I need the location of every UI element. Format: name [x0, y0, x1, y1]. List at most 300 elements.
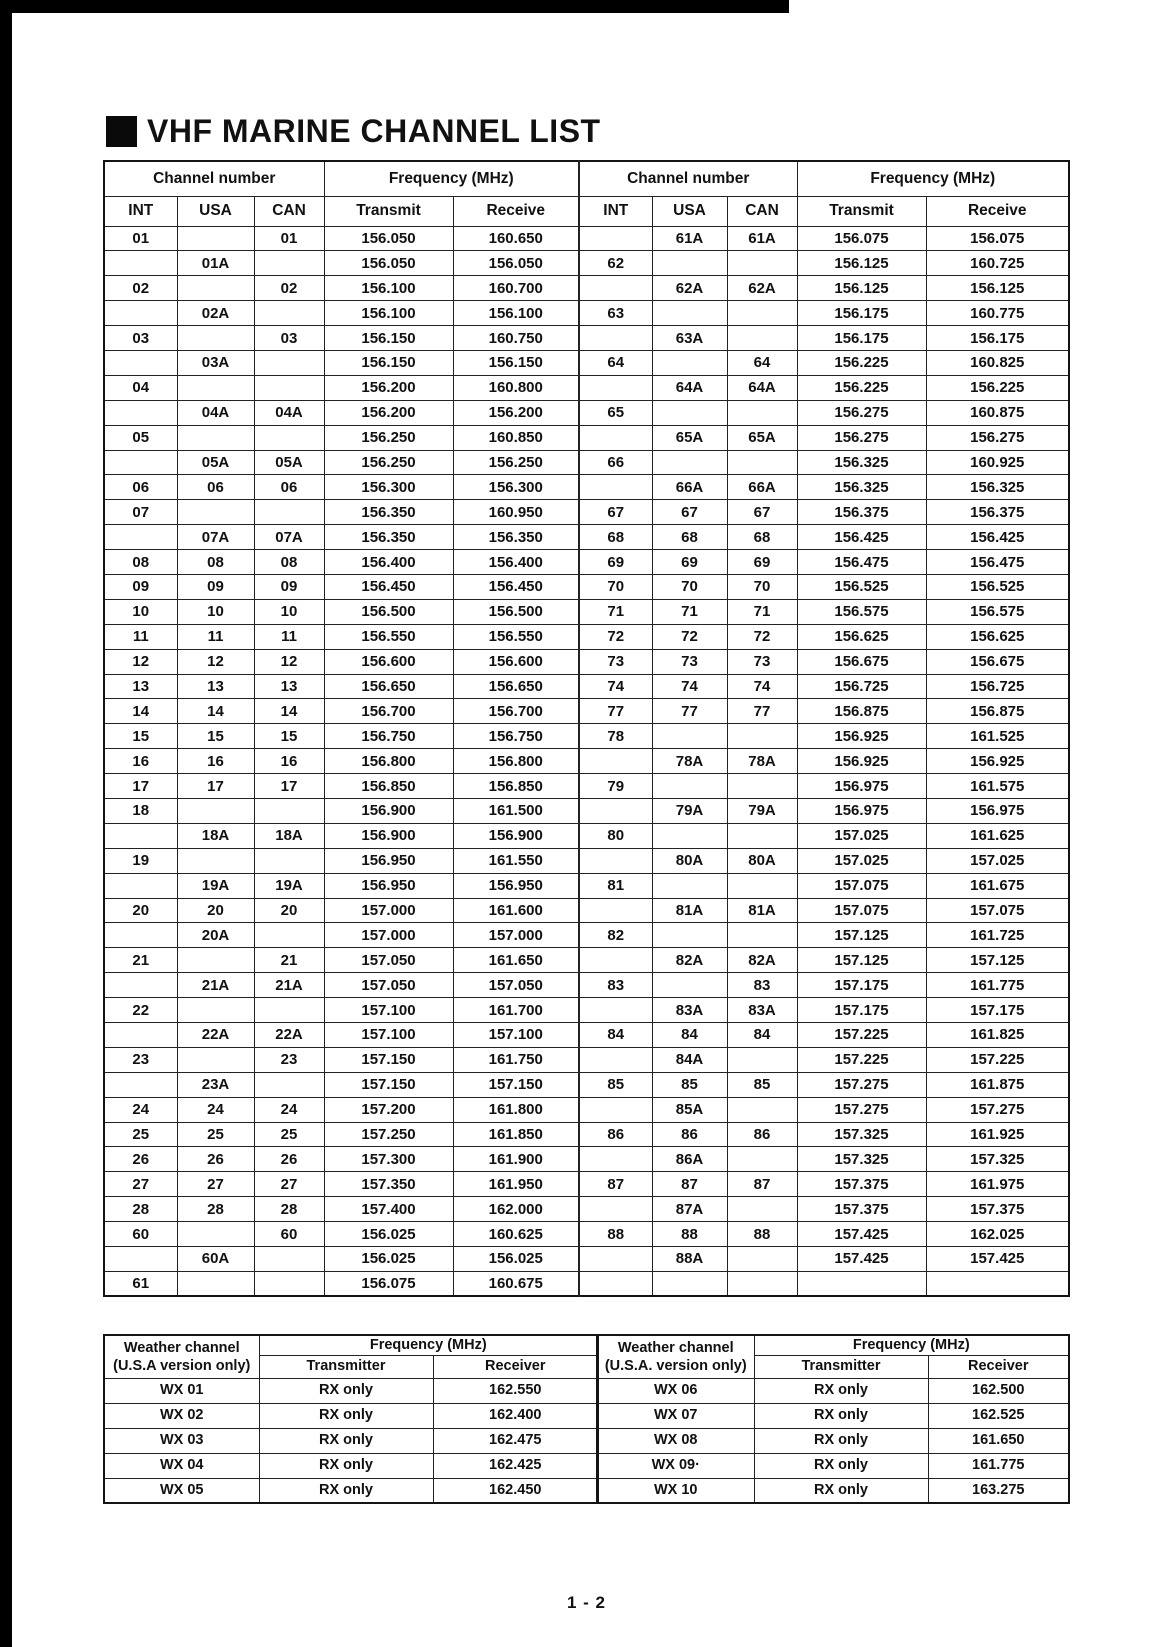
table-cell: 21 — [254, 948, 324, 973]
table-cell: 11 — [104, 624, 177, 649]
table-cell: 65A — [652, 425, 727, 450]
table-cell: 85A — [652, 1097, 727, 1122]
table-cell: 160.825 — [926, 350, 1069, 375]
table-cell: 157.125 — [926, 948, 1069, 973]
table-cell: 156.650 — [453, 674, 579, 699]
table-cell: 156.125 — [926, 276, 1069, 301]
table-cell: WX 10 — [597, 1478, 754, 1503]
table-cell: 88 — [579, 1222, 652, 1247]
table-cell: 160.875 — [926, 400, 1069, 425]
table-cell: 156.575 — [797, 599, 926, 624]
table-cell: 161.650 — [453, 948, 579, 973]
table-cell: 87 — [579, 1172, 652, 1197]
table-cell: 157.150 — [324, 1047, 453, 1072]
table-cell: 156.275 — [797, 425, 926, 450]
table-cell — [177, 425, 254, 450]
table-cell — [579, 1197, 652, 1222]
table-cell: 161.925 — [926, 1122, 1069, 1147]
table-cell: 156.875 — [926, 699, 1069, 724]
table-cell — [797, 1271, 926, 1296]
table-row — [104, 1222, 1069, 1247]
table-cell: 156.525 — [926, 574, 1069, 599]
table-row — [597, 1378, 1069, 1403]
table-cell: 71 — [727, 599, 797, 624]
table-cell: 156.725 — [797, 674, 926, 699]
table-cell: 68 — [727, 525, 797, 550]
table-cell — [579, 798, 652, 823]
table-cell: 60A — [177, 1247, 254, 1272]
table-cell: 156.625 — [797, 624, 926, 649]
table-cell: 78A — [727, 749, 797, 774]
weather-transmitter-header-left: Transmitter — [259, 1355, 433, 1378]
table-cell — [727, 724, 797, 749]
table-cell: 162.450 — [433, 1478, 598, 1503]
table-cell: 72 — [579, 624, 652, 649]
table-cell: RX only — [259, 1403, 433, 1428]
table-cell: 157.375 — [797, 1197, 926, 1222]
table-cell — [254, 425, 324, 450]
table-cell: 25 — [254, 1122, 324, 1147]
table-cell: 156.300 — [324, 475, 453, 500]
table-row — [104, 973, 1069, 998]
table-row — [104, 749, 1069, 774]
table-cell: WX 09· — [597, 1453, 754, 1478]
table-cell: WX 01 — [104, 1378, 259, 1403]
weather-channel-header-left — [104, 1335, 259, 1378]
table-cell — [652, 301, 727, 326]
table-cell: 25 — [104, 1122, 177, 1147]
table-cell — [177, 948, 254, 973]
table-cell — [652, 823, 727, 848]
table-row — [104, 1023, 1069, 1048]
table-cell: 161.900 — [453, 1147, 579, 1172]
table-cell: 156.800 — [453, 749, 579, 774]
table-row — [104, 1247, 1069, 1272]
table-cell: 07A — [177, 525, 254, 550]
table-cell: 162.475 — [433, 1428, 598, 1453]
table-cell: 82A — [652, 948, 727, 973]
table-cell — [579, 276, 652, 301]
col-header-int-left: INT — [104, 196, 177, 226]
table-cell: 161.500 — [453, 798, 579, 823]
col-header-receive-left: Receive — [453, 196, 579, 226]
table-cell: 157.200 — [324, 1097, 453, 1122]
table-cell: 13 — [104, 674, 177, 699]
group-header-frequency-right: Frequency (MHz) — [797, 161, 1069, 196]
table-cell: 161.625 — [926, 823, 1069, 848]
table-cell: 73 — [652, 649, 727, 674]
table-cell: 156.925 — [926, 749, 1069, 774]
table-cell: 04A — [177, 400, 254, 425]
table-cell: 157.225 — [797, 1023, 926, 1048]
table-cell: 21A — [254, 973, 324, 998]
table-cell: 161.750 — [453, 1047, 579, 1072]
table-cell: 72 — [727, 624, 797, 649]
table-cell: 156.725 — [926, 674, 1069, 699]
table-cell: 03 — [104, 326, 177, 351]
table-row — [104, 1478, 598, 1503]
table-cell: 18 — [104, 798, 177, 823]
table-cell: 23 — [254, 1047, 324, 1072]
table-cell: WX 05 — [104, 1478, 259, 1503]
table-cell — [177, 798, 254, 823]
table-cell: 156.250 — [324, 450, 453, 475]
table-cell — [254, 301, 324, 326]
table-cell: 161.600 — [453, 898, 579, 923]
table-cell: 156.850 — [324, 774, 453, 799]
table-cell: RX only — [259, 1478, 433, 1503]
table-cell: 156.575 — [926, 599, 1069, 624]
table-cell: 15 — [104, 724, 177, 749]
table-cell: 88A — [652, 1247, 727, 1272]
table-cell: RX only — [754, 1378, 928, 1403]
table-cell — [104, 301, 177, 326]
table-cell: 160.625 — [453, 1222, 579, 1247]
table-cell: 67 — [579, 500, 652, 525]
table-cell: 156.200 — [324, 400, 453, 425]
table-row — [104, 1072, 1069, 1097]
table-cell: 156.100 — [324, 301, 453, 326]
table-cell: 161.850 — [453, 1122, 579, 1147]
table-cell — [254, 1247, 324, 1272]
table-cell: 79A — [727, 798, 797, 823]
table-cell: 01 — [104, 226, 177, 251]
table-cell: 24 — [177, 1097, 254, 1122]
table-cell — [727, 1097, 797, 1122]
table-cell: 156.125 — [797, 251, 926, 276]
column-header-row — [104, 196, 1069, 226]
table-cell — [727, 1247, 797, 1272]
table-cell: 08 — [177, 550, 254, 575]
table-cell: 71 — [652, 599, 727, 624]
table-cell: 11 — [254, 624, 324, 649]
table-cell — [652, 923, 727, 948]
table-cell: 02 — [254, 276, 324, 301]
table-cell: 09 — [254, 574, 324, 599]
page-number: 1 - 2 — [566, 1593, 607, 1612]
table-cell — [579, 848, 652, 873]
table-cell: WX 08 — [597, 1428, 754, 1453]
table-cell — [652, 350, 727, 375]
table-cell: 08 — [254, 550, 324, 575]
table-cell: 11 — [177, 624, 254, 649]
table-cell: 162.400 — [433, 1403, 598, 1428]
table-cell — [177, 500, 254, 525]
table-cell: 157.425 — [926, 1247, 1069, 1272]
table-cell: 84 — [579, 1023, 652, 1048]
table-cell: RX only — [259, 1378, 433, 1403]
table-cell: 19 — [104, 848, 177, 873]
col-header-can-right: CAN — [727, 196, 797, 226]
table-cell: 157.275 — [797, 1097, 926, 1122]
table-cell: 16 — [104, 749, 177, 774]
col-header-usa-right: USA — [652, 196, 727, 226]
table-cell: 16 — [254, 749, 324, 774]
table-cell — [254, 998, 324, 1023]
table-cell: 23A — [177, 1072, 254, 1097]
table-row — [104, 724, 1069, 749]
table-cell: 09 — [177, 574, 254, 599]
table-cell — [727, 774, 797, 799]
table-cell: 156.175 — [797, 326, 926, 351]
table-cell: 156.125 — [797, 276, 926, 301]
table-cell: 156.650 — [324, 674, 453, 699]
table-cell: 156.350 — [453, 525, 579, 550]
table-cell: 156.325 — [926, 475, 1069, 500]
table-cell: 64 — [727, 350, 797, 375]
table-cell: 156.800 — [324, 749, 453, 774]
table-cell — [727, 1197, 797, 1222]
table-cell: 157.000 — [324, 923, 453, 948]
col-header-receive-right: Receive — [926, 196, 1069, 226]
table-cell: 156.600 — [453, 649, 579, 674]
table-cell: 157.300 — [324, 1147, 453, 1172]
table-cell: 21 — [104, 948, 177, 973]
table-cell: 157.325 — [797, 1122, 926, 1147]
table-cell: 156.250 — [453, 450, 579, 475]
table-cell — [254, 500, 324, 525]
weather-table-body-left — [104, 1378, 598, 1503]
page-title — [106, 113, 601, 150]
table-cell: 12 — [177, 649, 254, 674]
weather-channel-header-line1: Weather channel — [123, 1339, 240, 1356]
table-cell: 64A — [652, 375, 727, 400]
table-cell: 63A — [652, 326, 727, 351]
table-cell — [177, 1222, 254, 1247]
table-row — [104, 1271, 1069, 1296]
table-cell — [652, 1271, 727, 1296]
table-cell: 161.725 — [926, 923, 1069, 948]
table-cell: 60 — [254, 1222, 324, 1247]
table-cell: 156.500 — [324, 599, 453, 624]
table-cell: 156.975 — [797, 798, 926, 823]
table-cell — [254, 798, 324, 823]
table-cell: 156.075 — [797, 226, 926, 251]
weather-channel-header-line1: Weather channel — [617, 1339, 734, 1356]
table-cell: 65A — [727, 425, 797, 450]
table-cell: 156.450 — [453, 574, 579, 599]
table-cell — [579, 226, 652, 251]
table-cell: 156.025 — [453, 1247, 579, 1272]
table-cell: 157.275 — [797, 1072, 926, 1097]
table-cell: 19A — [254, 873, 324, 898]
table-cell — [579, 1271, 652, 1296]
table-cell: 12 — [254, 649, 324, 674]
table-cell: 07 — [104, 500, 177, 525]
table-cell: 03A — [177, 350, 254, 375]
table-cell — [727, 1047, 797, 1072]
table-cell: 161.775 — [928, 1453, 1069, 1478]
table-cell: 163.275 — [928, 1478, 1069, 1503]
table-cell — [579, 749, 652, 774]
table-cell: 156.475 — [926, 550, 1069, 575]
table-cell — [579, 1147, 652, 1172]
table-cell — [254, 251, 324, 276]
table-cell: 157.100 — [324, 1023, 453, 1048]
table-cell: 156.875 — [797, 699, 926, 724]
table-row — [104, 1097, 1069, 1122]
table-cell — [254, 375, 324, 400]
table-cell: 86 — [727, 1122, 797, 1147]
table-cell — [177, 375, 254, 400]
weather-header-row-1 — [597, 1335, 1069, 1355]
col-header-transmit-left: Transmit — [324, 196, 453, 226]
table-cell: 156.275 — [926, 425, 1069, 450]
table-cell: 156.100 — [324, 276, 453, 301]
table-cell: 13 — [177, 674, 254, 699]
table-cell: RX only — [754, 1403, 928, 1428]
table-cell: 157.025 — [926, 848, 1069, 873]
table-row — [104, 1453, 598, 1478]
table-cell — [104, 251, 177, 276]
table-row — [104, 1172, 1069, 1197]
table-cell: 86 — [652, 1122, 727, 1147]
table-cell: 161.825 — [926, 1023, 1069, 1048]
table-row — [104, 500, 1069, 525]
table-cell: 161.650 — [928, 1428, 1069, 1453]
table-cell: 73 — [727, 649, 797, 674]
table-cell: 61A — [727, 226, 797, 251]
table-cell: 156.700 — [324, 699, 453, 724]
table-cell: 157.075 — [797, 898, 926, 923]
table-row — [597, 1478, 1069, 1503]
table-cell: 82A — [727, 948, 797, 973]
table-cell — [652, 774, 727, 799]
table-cell: 18A — [177, 823, 254, 848]
col-header-int-right: INT — [579, 196, 652, 226]
table-cell: 02A — [177, 301, 254, 326]
table-cell: 70 — [652, 574, 727, 599]
table-cell: 162.525 — [928, 1403, 1069, 1428]
table-cell: 156.150 — [324, 326, 453, 351]
table-cell: 14 — [104, 699, 177, 724]
table-cell: 16 — [177, 749, 254, 774]
table-cell: 80 — [579, 823, 652, 848]
table-cell — [652, 251, 727, 276]
table-cell: 23 — [104, 1047, 177, 1072]
table-cell — [579, 1047, 652, 1072]
table-cell: WX 03 — [104, 1428, 259, 1453]
table-row — [597, 1403, 1069, 1428]
table-cell: 156.175 — [797, 301, 926, 326]
table-cell: 28 — [177, 1197, 254, 1222]
table-cell: 156.325 — [797, 475, 926, 500]
table-cell: 162.425 — [433, 1453, 598, 1478]
table-cell: 83 — [579, 973, 652, 998]
table-cell — [104, 823, 177, 848]
table-row — [104, 1197, 1069, 1222]
table-cell: 161.575 — [926, 774, 1069, 799]
table-cell: 17 — [254, 774, 324, 799]
table-cell — [177, 276, 254, 301]
table-row — [104, 525, 1069, 550]
table-cell: 156.075 — [324, 1271, 453, 1296]
table-cell: 157.075 — [797, 873, 926, 898]
table-cell: 156.950 — [453, 873, 579, 898]
table-cell — [177, 326, 254, 351]
table-cell: 156.050 — [453, 251, 579, 276]
table-cell: 160.750 — [453, 326, 579, 351]
table-cell: 05 — [104, 425, 177, 450]
table-cell: 69 — [652, 550, 727, 575]
table-cell: 12 — [104, 649, 177, 674]
table-cell: RX only — [754, 1453, 928, 1478]
table-cell: 156.600 — [324, 649, 453, 674]
table-cell: 15 — [254, 724, 324, 749]
table-cell: 69 — [579, 550, 652, 575]
table-row — [104, 475, 1069, 500]
table-cell: 88 — [652, 1222, 727, 1247]
table-cell: 70 — [579, 574, 652, 599]
table-row — [104, 326, 1069, 351]
table-cell: 61 — [104, 1271, 177, 1296]
table-cell: 67 — [652, 500, 727, 525]
table-cell: 22A — [254, 1023, 324, 1048]
table-cell — [727, 1147, 797, 1172]
table-cell: WX 04 — [104, 1453, 259, 1478]
table-cell: 157.150 — [324, 1072, 453, 1097]
table-cell — [254, 1072, 324, 1097]
table-cell: 156.975 — [797, 774, 926, 799]
weather-channel-header-line2: (U.S.A version only) — [113, 1357, 251, 1374]
table-cell: 161.800 — [453, 1097, 579, 1122]
table-cell: 157.375 — [797, 1172, 926, 1197]
table-cell: 03 — [254, 326, 324, 351]
table-row — [104, 400, 1069, 425]
table-row — [104, 774, 1069, 799]
table-cell: 85 — [579, 1072, 652, 1097]
table-cell: 156.225 — [797, 375, 926, 400]
table-cell — [104, 1072, 177, 1097]
table-cell: RX only — [754, 1478, 928, 1503]
table-cell — [177, 226, 254, 251]
table-row — [104, 1122, 1069, 1147]
table-cell — [104, 450, 177, 475]
table-cell: 156.500 — [453, 599, 579, 624]
table-cell: 156.175 — [926, 326, 1069, 351]
table-cell: 156.675 — [926, 649, 1069, 674]
table-cell: 157.150 — [453, 1072, 579, 1097]
table-cell: 02 — [104, 276, 177, 301]
table-cell: 24 — [104, 1097, 177, 1122]
weather-frequency-header-left: Frequency (MHz) — [259, 1335, 598, 1355]
table-cell: 78A — [652, 749, 727, 774]
table-cell: 156.750 — [453, 724, 579, 749]
table-cell: 77 — [727, 699, 797, 724]
table-cell — [254, 350, 324, 375]
table-cell: 157.050 — [453, 973, 579, 998]
group-header-frequency-left: Frequency (MHz) — [324, 161, 579, 196]
table-cell: 156.025 — [324, 1222, 453, 1247]
table-cell: 161.700 — [453, 998, 579, 1023]
table-row — [104, 375, 1069, 400]
table-cell: 14 — [177, 699, 254, 724]
table-cell: 88 — [727, 1222, 797, 1247]
table-cell: 156.625 — [926, 624, 1069, 649]
table-cell: 156.225 — [797, 350, 926, 375]
table-cell: 86A — [652, 1147, 727, 1172]
table-cell: 157.400 — [324, 1197, 453, 1222]
col-header-transmit-right: Transmit — [797, 196, 926, 226]
table-row — [104, 425, 1069, 450]
table-row — [104, 450, 1069, 475]
table-cell: 156.400 — [453, 550, 579, 575]
table-cell: 64 — [579, 350, 652, 375]
table-cell: 156.375 — [926, 500, 1069, 525]
table-cell: 74 — [727, 674, 797, 699]
table-cell — [254, 848, 324, 873]
table-cell: 22A — [177, 1023, 254, 1048]
